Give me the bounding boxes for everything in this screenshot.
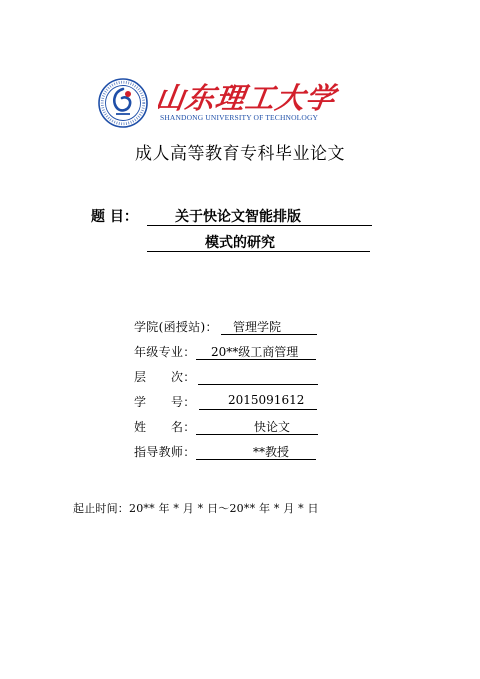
- student-id-label: 学 号：: [134, 395, 196, 409]
- major-field: [196, 343, 316, 360]
- thesis-title-line2: [147, 232, 370, 252]
- university-name-en: SHANDONG UNIVERSITY OF TECHNOLOGY: [160, 113, 319, 122]
- university-name-calligraphy: [158, 80, 340, 114]
- major-label: 年级专业：: [134, 345, 196, 359]
- advisor-label: 指导教师：: [134, 445, 196, 459]
- thesis-title-line1-text: 关于快论文智能排版: [175, 209, 301, 225]
- thesis-title-line1: [147, 206, 372, 226]
- university-seal-logo: [98, 78, 148, 128]
- name-label: 姓 名：: [134, 420, 196, 434]
- document-title: 成人高等教育专科毕业论文: [135, 144, 345, 164]
- start-end-period: 起止时间：20** 年 * 月 * 日～20** 年 * 月 * 日: [73, 502, 319, 515]
- advisor-value: **教授: [253, 445, 290, 459]
- college-label: 学院(函授站)：: [134, 320, 218, 334]
- college-field: [221, 318, 317, 335]
- advisor-field: [196, 443, 316, 460]
- name-field: [196, 418, 318, 435]
- thesis-title-label: 题 目：: [91, 209, 138, 225]
- student-id-value: 2015091612: [228, 393, 305, 407]
- student-id-field: [199, 393, 317, 410]
- name-value: 快论文: [254, 420, 291, 434]
- level-field: [198, 368, 318, 385]
- svg-text:山东理工大学: 山东理工大学: [158, 81, 338, 114]
- thesis-title-line2-text: 模式的研究: [205, 235, 275, 251]
- college-value: 管理学院: [233, 320, 282, 334]
- major-value: 20**级工商管理: [211, 345, 299, 359]
- level-label: 层 次：: [134, 370, 196, 384]
